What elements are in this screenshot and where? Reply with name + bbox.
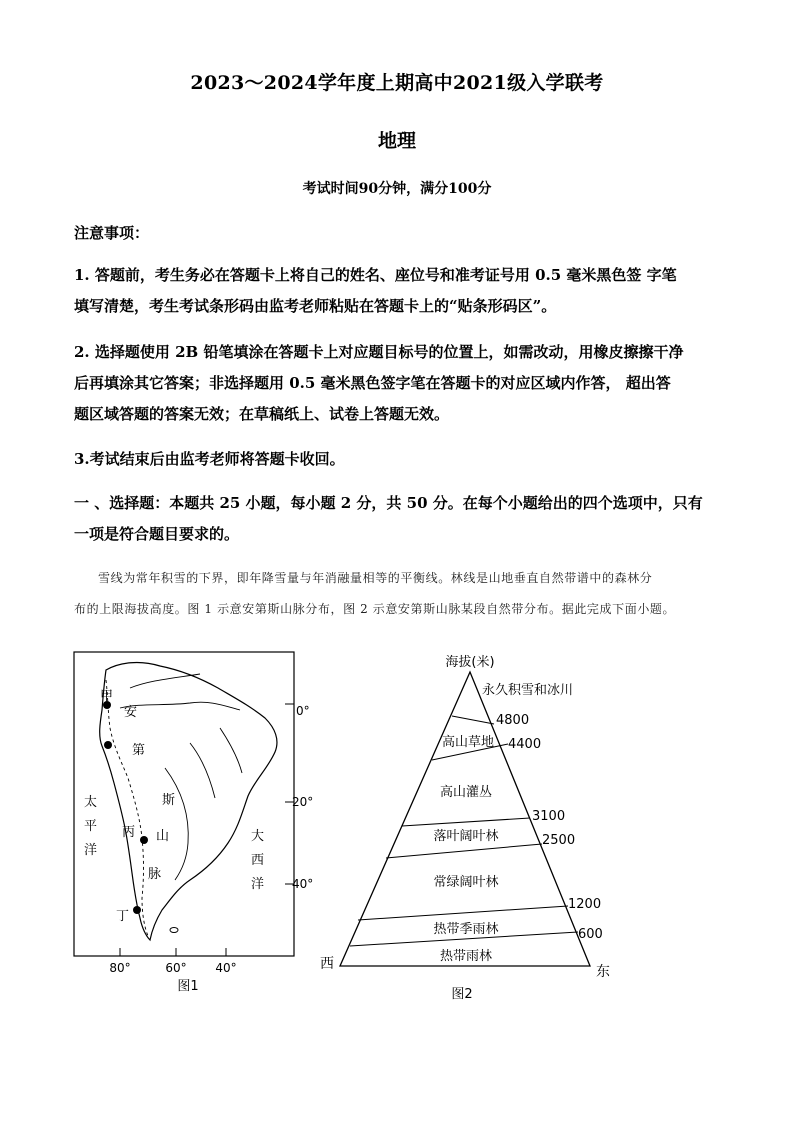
- exam-time-note: 考试时间90分钟，满分100分: [302, 181, 492, 197]
- value-4800: 4800: [496, 713, 530, 728]
- figure-1-map: [70, 648, 300, 998]
- section-1-line-2: 一项是符合题目要求的。: [74, 525, 240, 543]
- notice-item-2-line-1: 2. 选择题使用 2B 铅笔填涂在答题卡上对应题目标号的位置上，如需改动，用橡皮擦擦干净: [74, 343, 684, 361]
- island: [170, 928, 178, 933]
- parana-river: [165, 768, 188, 880]
- boundary-1200: [358, 906, 568, 920]
- section-1-heading: [74, 488, 724, 550]
- label-ding: 丁: [116, 909, 130, 924]
- question-intro-line-2: 布的上限海拔高度。图 1 示意安第斯山脉分布，图 2 示意安第斯山脉某段自然带分布。据此完成下面小题。: [74, 602, 676, 616]
- zone-alpine-meadow: 高山草地: [441, 735, 495, 750]
- zone-deciduous: 落叶阔叶林: [433, 829, 499, 844]
- exam-title: 2023～2024学年度上期高中2021级入学联考: [190, 72, 604, 94]
- lon-label-60: 60°: [165, 961, 187, 975]
- section-1-line-1: 一 、选择题：本题共 25 小题，每小题 2 分，共 50 分。在每个小题给出的四个选项中，只有: [74, 494, 703, 512]
- notice-item-1-line-1: 1. 答题前，考生务必在答题卡上将自己的姓名、座位号和准考证号用 0.5 毫米黑色签 字笔: [74, 266, 677, 284]
- value-1200: 1200: [568, 897, 602, 912]
- figure-2-caption: 图2: [451, 987, 473, 1002]
- value-3100: 3100: [532, 809, 566, 824]
- notice-item-1: [74, 260, 724, 322]
- notice-item-2-line-2: 后再填涂其它答案；非选择题用 0.5 毫米黑色签字笔在答题卡的对应区域内作答， 超出答: [74, 374, 671, 392]
- atlantic-char-1: 大: [251, 829, 265, 844]
- pacific-char-2: 平: [84, 819, 98, 834]
- atlantic-char-3: 洋: [251, 877, 265, 892]
- subject-title: 地理: [377, 130, 416, 152]
- lat-label-40-deg: 40°: [292, 877, 314, 891]
- boundary-4800: [452, 716, 494, 724]
- lon-label-40: 40°: [215, 961, 237, 975]
- pacific-char-1: 太: [84, 795, 98, 810]
- mountain-char-3: 斯: [162, 793, 176, 808]
- tributary-river: [190, 743, 215, 798]
- lat-label-0-deg: 0°: [296, 704, 310, 718]
- orinoco-river: [130, 674, 200, 688]
- mountain-char-4: 山: [156, 829, 170, 844]
- zone-evergreen: 常绿阔叶林: [433, 875, 499, 890]
- direction-west: 西: [320, 956, 334, 972]
- axis-label: 海拔(米): [445, 655, 495, 670]
- mountain-char-1: 安: [124, 705, 138, 720]
- amazon-river: [120, 702, 240, 710]
- zone-monsoon-forest: 热带季雨林: [433, 922, 499, 937]
- mountain-char-2: 第: [132, 743, 146, 758]
- question-intro: [74, 563, 734, 625]
- mountain-char-5: 脉: [148, 867, 162, 882]
- zone-snow: 永久积雪和冰川: [482, 683, 574, 698]
- zone-rainforest: 热带雨林: [439, 949, 493, 964]
- zone-alpine-shrub: 高山灌丛: [439, 785, 493, 800]
- point-ding: [133, 906, 141, 914]
- lon-label-80: 80°: [109, 961, 131, 975]
- point-bing: [140, 836, 148, 844]
- notice-item-2: [74, 337, 724, 430]
- point-b: [104, 741, 112, 749]
- boundary-3100: [402, 818, 530, 826]
- question-intro-line-1: 雪线为常年积雪的下界，即年降雪量与年消融量相等的平衡线。林线是山地垂直自然带谱中的森林分: [98, 571, 653, 585]
- value-4400: 4400: [508, 737, 542, 752]
- lat-label-20-deg: 20°: [292, 795, 314, 809]
- atlantic-char-2: 西: [251, 853, 265, 868]
- notice-item-3: 3.考试结束后由监考老师将答题卡收回。: [74, 450, 345, 468]
- pacific-char-3: 洋: [84, 843, 98, 858]
- figure-2-zonation: [312, 648, 642, 1008]
- direction-east: 东: [596, 964, 610, 980]
- notice-item-1-line-2: 填写清楚，考生考试条形码由监考老师粘贴在答题卡上的“贴条形码区”。: [74, 297, 557, 315]
- label-jia: 甲: [100, 689, 114, 704]
- value-2500: 2500: [542, 833, 576, 848]
- notice-heading: 注意事项：: [74, 224, 150, 242]
- notice-item-2-line-3: 题区域答题的答案无效；在草稿纸上、试卷上答题无效。: [74, 405, 450, 423]
- figure-1-caption: 图1: [177, 979, 199, 994]
- value-600: 600: [578, 927, 603, 942]
- boundary-2500: [386, 844, 542, 858]
- label-bing: 丙: [122, 825, 136, 840]
- tributary-river: [220, 728, 242, 773]
